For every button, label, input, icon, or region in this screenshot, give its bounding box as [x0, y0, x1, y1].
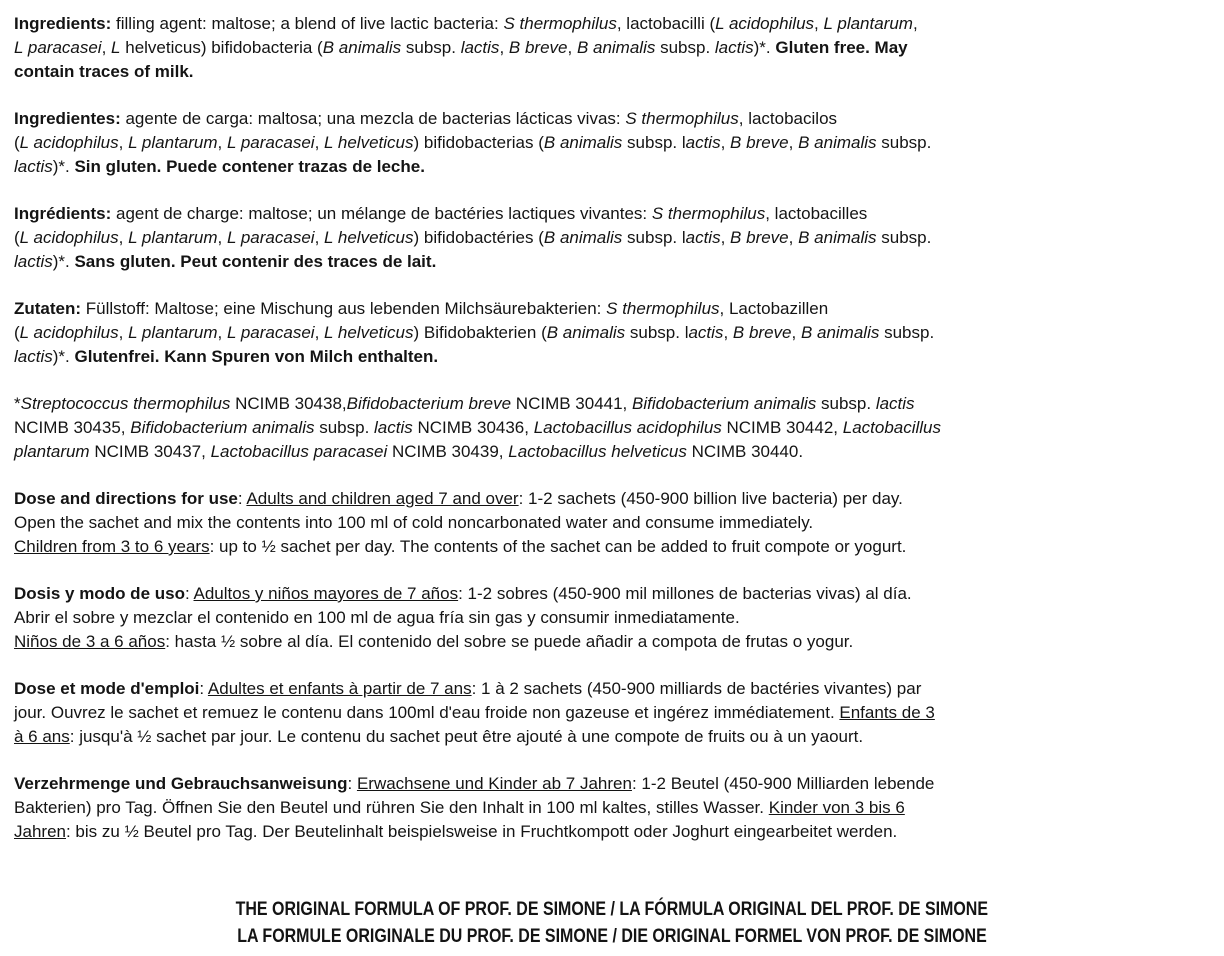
paragraph-dose-fr: Dose et mode d'emploi: Adultes et enfants à partir de 7 ans: 1 à 2 sachets (450-900 milliards de bactéries vivantes) par jour. Ouvrez le sachet et remuez le contenu dans 100ml d'eau froide non gazeuse et ingérez immédiatement. Enfants de 3 à 6 ans: jusqu'à ½ sachet par jour. Le contenu du sachet peut être ajouté à une compote de fruits ou à un yaourt.	[14, 679, 935, 746]
footer-line-2	[14, 923, 1210, 950]
footer-line-2-text: LA FORMULE ORIGINALE DU PROF. DE SIMONE / DIE ORIGINAL FORMEL VON PROF. DE SIMONE	[237, 925, 987, 947]
paragraph-dose-en: Dose and directions for use: Adults and children aged 7 and over: 1-2 sachets (450-900 billion live bacteria) per day. Open the sachet and mix the contents into 100 ml of cold noncarbonated water and consume immediately. Children from 3 to 6 years: up to ½ sachet per day. The contents of the sachet can be added to fruit compote or yogurt.	[14, 489, 907, 556]
paragraph-zutaten-de: Zutaten: Füllstoff: Maltose; eine Mischung aus lebenden Milchsäurebakterien: S thermophilus, Lactobazillen (L acidophilus, L plantarum, L paracasei, L helveticus) Bifidobakterien (B animalis subsp. lactis, B breve, B animalis subsp. lactis)*. Glutenfrei. Kann Spuren von Milch enthalten.	[14, 299, 935, 366]
footer-line-1-text: THE ORIGINAL FORMULA OF PROF. DE SIMONE / LA FÓRMULA ORIGINAL DEL PROF. DE SIMONE	[235, 898, 989, 920]
paragraph-dose-de: Verzehrmenge und Gebrauchsanweisung: Erwachsene und Kinder ab 7 Jahren: 1-2 Beutel (450-900 Milliarden lebende Bakterien) pro Tag. Öffnen Sie den Beutel und rühren Sie den Inhalt in 100 ml kaltes, stilles Wasser. Kinder von 3 bis 6 Jahren: bis zu ½ Beutel pro Tag. Der Beutelinhalt beispielsweise in Fruchtkompott oder Joghurt eingearbeitet werden.	[14, 774, 935, 841]
paragraph-ingredients-fr: Ingrédients: agent de charge: maltose; un mélange de bactéries lactiques vivantes: S thermophilus, lactobacilles (L acidophilus, L plantarum, L paracasei, L helveticus) bifidobactéries (B animalis subsp. lactis, B breve, B animalis subsp. lactis)*. Sans gluten. Peut contenir des traces de lait.	[14, 204, 932, 271]
footer-formula-credit	[14, 896, 1210, 950]
paragraph-ingredients-en: Ingredients: filling agent: maltose; a blend of live lactic bacteria: S thermophilus, lactobacilli (L acidophilus, L plantarum, L paracasei, L helveticus) bifidobacteria (B animalis subsp. lactis, B breve, B animalis subsp. lactis)*. Gluten free. May contain traces of milk.	[14, 14, 918, 81]
paragraph-strain-list: *Streptococcus thermophilus NCIMB 30438,Bifidobacterium breve NCIMB 30441, Bifidobacterium animalis subsp. lactis NCIMB 30435, Bifidobacterium animalis subsp. lactis NCIMB 30436, Lactobacillus acidophilus NCIMB 30442, Lactobacillus plantarum NCIMB 30437, Lactobacillus paracasei NCIMB 30439, Lactobacillus helveticus NCIMB 30440.	[14, 394, 942, 461]
paragraph-ingredientes-es: Ingredientes: agente de carga: maltosa; una mezcla de bacterias lácticas vivas: S thermophilus, lactobacilos (L acidophilus, L plantarum, L paracasei, L helveticus) bifidobacterias (B animalis subsp. lactis, B breve, B animalis subsp. lactis)*. Sin gluten. Puede contener trazas de leche.	[14, 109, 932, 176]
paragraph-dose-es: Dosis y modo de uso: Adultos y niños mayores de 7 años: 1-2 sobres (450-900 mil millones de bacterias vivas) al día. Abrir el sobre y mezclar el contenido en 100 ml de agua fría sin gas y consumir inmediatamente. Niños de 3 a 6 años: hasta ½ sobre al día. El contenido del sobre se puede añadir a compota de frutas o yogur.	[14, 584, 912, 651]
footer-line-1	[14, 896, 1210, 923]
